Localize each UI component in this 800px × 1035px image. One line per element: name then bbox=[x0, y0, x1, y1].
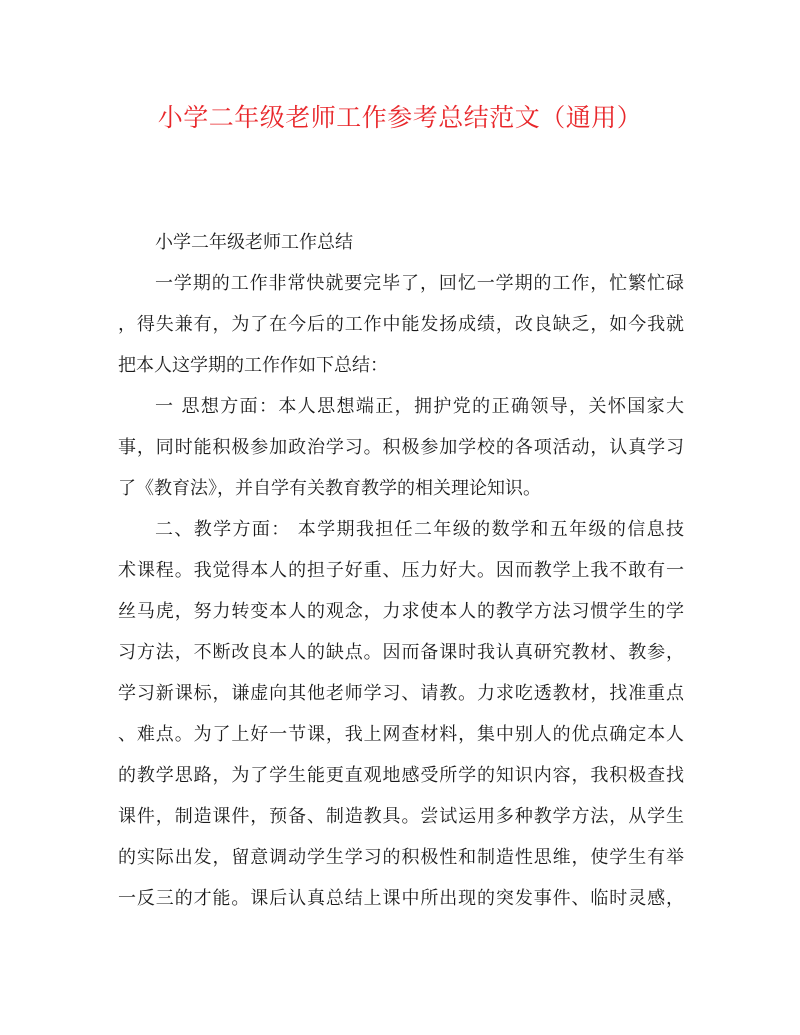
text-line: 的教学思路，为了学生能更直观地感受所学的知识内容，我积极查找 bbox=[118, 765, 684, 786]
text-line: 一反三的才能。课后认真总结上课中所出现的突发事件、临时灵感， bbox=[118, 888, 684, 909]
document-body bbox=[118, 222, 684, 919]
text-line: 一 思想方面：本人思想端正，拥护党的正确领导，关怀国家大 bbox=[155, 396, 684, 417]
text-line: 术课程。我觉得本人的担子好重、压力好大。因而教学上我不敢有一 bbox=[118, 560, 684, 581]
text-line: 一学期的工作非常快就要完毕了，回忆一学期的工作，忙繁忙碌 bbox=[155, 273, 684, 294]
text-line: 习方法，不断改良本人的缺点。因而备课时我认真研究教材、教参， bbox=[118, 642, 684, 663]
text-line: 把本人这学期的工作作如下总结： bbox=[118, 355, 388, 376]
text-line: 小学二年级老师工作总结 bbox=[155, 232, 353, 253]
text-line: 丝马虎，努力转变本人的观念，力求使本人的教学方法习惯学生的学 bbox=[118, 601, 684, 622]
text-line: 二、教学方面： 本学期我担任二年级的数学和五年级的信息技 bbox=[155, 519, 684, 540]
text-line: 课件，制造课件，预备、制造教具。尝试运用多种教学方法，从学生 bbox=[118, 806, 684, 827]
text-line: 事，同时能积极参加政治学习。积极参加学校的各项活动，认真学习 bbox=[118, 437, 684, 458]
text-line: 、难点。为了上好一节课，我上网查材料，集中别人的优点确定本人 bbox=[118, 724, 684, 745]
text-line: ，得失兼有，为了在今后的工作中能发扬成绩，改良缺乏，如今我就 bbox=[118, 314, 684, 335]
text-line: 学习新课标，谦虚向其他老师学习、请教。力求吃透教材，找准重点 bbox=[118, 683, 684, 704]
document-title: 小学二年级老师工作参考总结范文（通用） bbox=[157, 103, 643, 132]
text-line: 了《教育法》，并自学有关教育教学的相关理论知识。 bbox=[118, 478, 541, 499]
text-line: 的实际出发，留意调动学生学习的积极性和制造性思维，使学生有举 bbox=[118, 847, 684, 868]
